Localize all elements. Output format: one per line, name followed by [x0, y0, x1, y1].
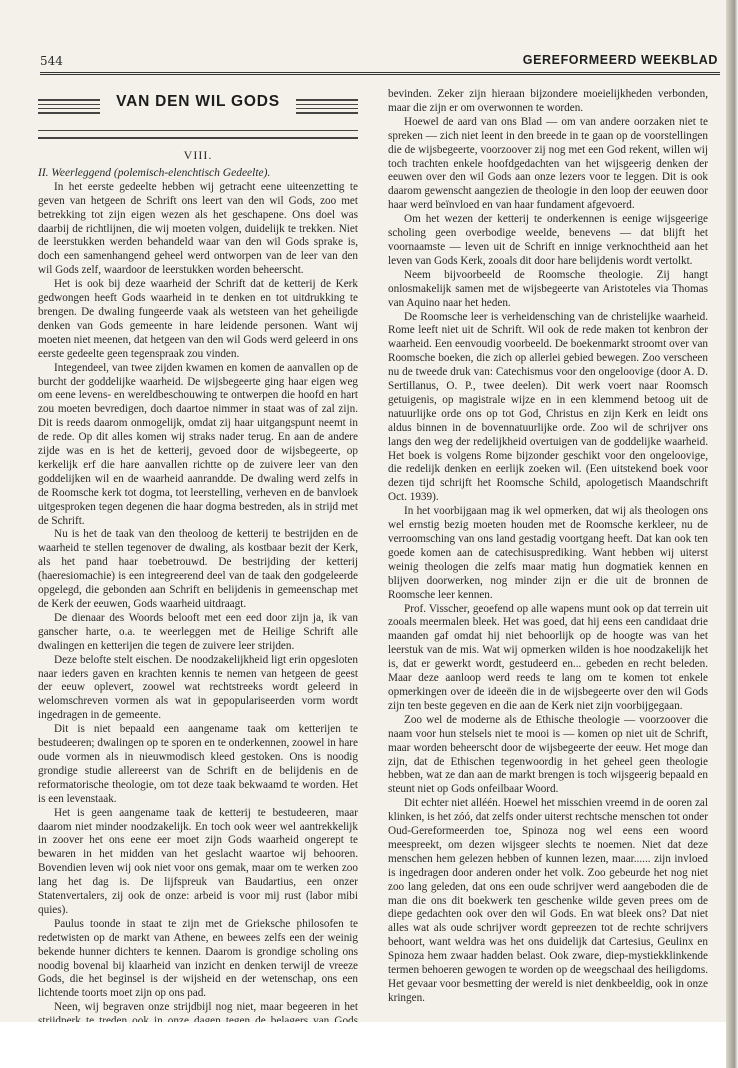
page-edge-shadow: [726, 0, 738, 1068]
paragraph: In het voorbijgaan mag ik wel opmerken, dat wij als theologen ons wel ernstig bezig moeten houden met de Roomsche kerkleer, nu de verroomsching van ons land gestadig voortgang heeft. Dat kan ook ten goede komen aan de catechisusprediking. Want hebben wij uiterst weinig theologen die zelfs maar matig hun dogmatiek kennen en blijven doorwerken, nog minder zijn er die uit de bronnen de Roomsche leer kennen.: [388, 505, 708, 601]
section-subtitle: II. Weerleggend (polemisch-elenchtisch Gedeelte).: [38, 166, 271, 179]
paragraph: Dit is niet bepaald een aangename taak om ketterijen te bestudeeren; dwalingen op te sporen en te onderkennen, zoowel in hare oude vormen als in nieuwmodisch kleed gestoken. Ons is noodig grondige studie allereerst van de Schrift en de belijdenis en de reformatorische theologie, om tot deze taak bekwaamd te worden. Het is een levenstaak.: [38, 723, 358, 805]
paragraph: Paulus toonde in staat te zijn met de Grieksche philosofen te redetwisten op de markt van Athene, en bewees zelfs een der weinig bekende hunner dichters te kennen. Daarom is grondige scholing ons noodig bovenal bij klaarheid van inzicht en denken terwijl de vreeze Gods, die het beginsel is der wijsheid en der wetenschap, ons een lichtende toorts moet zijn op ons pad.: [38, 917, 358, 1000]
bottom-margin: [0, 1022, 738, 1068]
paragraph: Prof. Visscher, geoefend op alle wapens munt ook op dat terrein uit zooals meermalen bleek. Het was goed, dat hij eens een candidaat drie maanden gaf omdat hij niet behoorlijk op de hoogte was van het leerstuk van de mis. Wat wij opmerken wilden is hoe noodzakelijk het is, dat er gewerkt wordt, gestudeerd en... gebeden en recht beleden. Maar deze aanloop werd reeds te lang om te komen tot enkele opmerkingen over de ideeën die in de wijsbegeerte over den wil Gods zijn ten beste gegeven en die aan de Kerk niet zijn voorbijgegaan.: [388, 602, 708, 712]
paragraph: Zoo wel de moderne als de Ethische theologie — voorzoover die naam voor hun stelsels niet te mooi is — komen op niet uit de Schrift, maar worden beheerscht door de wijsbegeerte der eeuw. Het moge dan zijn, dat de Ethischen tegenwoordig in het geheel geen theologie hebben, wat ze dan aan de markt brengen is toch wijsgeerig bepaald en steunt niet op Gods onfeilbaar Woord.: [388, 713, 708, 796]
paragraph: Nu is het de taak van den theoloog de ketterij te bestrijden en de waarheid te stellen tegenover de dwaling, als kostbaar bezit der Kerk, als het pand haar toebetrouwd. De bestrijding der ketterij (haeresiomachie) is een integreerend deel van de taak den godgeleerde opgelegd, die gebonden aan Schrift en belijdenis in gemeenschap met de Kerk der eeuwen, Gods waarheid uitdraagt.: [38, 528, 358, 610]
paragraph: Het is ook bij deze waarheid der Schrift dat de ketterij de Kerk gedwongen heeft Gods waarheid in te denken en tot uitdrukking te brengen. De dwaling fungeerde vaak als wetsteen van het geheiligde denken van Gods gemeente in hare leidende personen. Want wij moeten niet meenen, dat hetgeen van den wil Gods werd geleerd in ons eerste gedeelte geen tegenspraak zou vinden.: [38, 278, 358, 360]
publication-title: GEREFORMEERD WEEKBLAD: [522, 53, 718, 67]
paragraph: De Roomsche leer is verheidensching van de christelijke waarheid. Rome leeft niet uit de Schrift. Wil ook de rede maken tot kenbron der waarheid. Een eenvoudig voorbeeld. De boekenmarkt stroomt over van Roomsche boeken, die zich op allerlei gebied bewegen. Zoo verscheen nu de tweede druk van: Catechismus voor den ongeloovige (door A. D. Sertillanus, O. P., twee deelen). Dit werk voert naar Roomsch getuigenis, op magistrale wijze en in een klemmend betoog uit de natuurlijke orde ons op tot God, Christus en zijn Kerk en leidt ons aldus binnen in de bovennatuurlijke orde. Zoo wil de schrijver ons langs den weg der redelijkheid overtuigen van de goddelijke waarheid. Het boek is volgens Rome bijzonder geschikt voor den ongeloovige, die redelijk denken en eerlijk zoeken wil. (Een uitstekend boek voor dezen tijd schrijft het Roomsche Schild, apologetisch Maandschrift Oct. 1939).: [388, 310, 708, 504]
section-number: VIII.: [183, 148, 213, 162]
paragraph: Neen, wij begraven onze strijdbijl nog niet, maar begeeren in het: [54, 1001, 358, 1014]
left-column: [38, 90, 358, 1020]
page-header: [40, 52, 720, 75]
title-rules-left: [38, 99, 100, 117]
paragraph: Dit echter niet alléén. Hoewel het misschien vreemd in de ooren zal klinken, is het zóó, dat zelfs onder uiterst rechtsche menschen tot onder Oud-Gereformeerden toe, Spinoza nog wel eens een woord meespreekt, om dezen wijsgeer slechts te noemen. Niet dat deze menschen hem gelezen hebben of kunnen lezen, maar...... zijn invloed is ingedragen door anderen onder het volk. Zoo gebeurde het nog niet zoo lang geleden, dat ons een oude schrijver werd aangeboden die de man die ons dit boekwerk ten geschenke wilde geven prees om de diepe gedachten ook over den wil Gods. En wat bleek ons? Dat niet alles wat als oude schrijver wordt gepreezen tot de rechte schrijvers behoort, want weldra was het ons duidelijk dat Cartesius, Geulinx en Spinoza hem zwaar hadden belast. Ook zware, diep-mystiekklinkende termen behoeren gewogen te worden op de weegschaal des heiligdoms. Het gevaar voor besmetting der wereld is niet denkbeeldig, ook in onze kringen.: [388, 797, 708, 1004]
article-title: VAN DEN WIL GODS: [116, 93, 280, 110]
title-band: [38, 92, 358, 126]
paragraph: Deze belofte stelt eischen. De noodzakelijkheid ligt erin opgesloten naar ieders gaven en krachten kennis te nemen van hetgeen de geest der eeuw oplevert, zoowel wat rechtstreeks wordt geleerd in welomschreven vormen als wat in gepopulariseerden vorm wordt ingedragen in de gemeente.: [38, 653, 358, 722]
paragraph-continued: bevinden. Zeker zijn hieraan bijzondere moeielijkheden verbonden, maar die zijn er om overwonnen te worden.: [388, 88, 708, 114]
paragraph: Hoewel de aard van ons Blad — om van andere oorzaken niet te spreken — zich niet leent in den breede in te gaan op de voorstellingen die de wijsbegeerte, voorzoover zij nog met een God rekent, willen wij toch trachten enkele hoofdgedachten van het wijsgeerig denken der eeuwen over den wil Gods aan onze lezers voor te leggen. Dit is ook daarom gewenscht aangezien de theologie in den loop der eeuwen door haar werd beïnvloed en van haar fundament afgevoerd.: [388, 115, 708, 212]
paragraph: De dienaar des Woords belooft met een eed door zijn ja, ik van ganscher harte, o.a. te weerleggen met de Heilige Schrift alle dwalingen en ketterijen die tegen de zuivere leer strijden.: [38, 611, 358, 652]
paragraph: In het eerste gedeelte hebben wij getracht eene uiteenzetting te geven van hetgeen de Schrift ons leert van den wil Gods, zoo met betrekking tot zijn eigen wezen als het geschapene. Ons doel was daarbij de richtlijnen, die wij moeten volgen, duidelijk te trekken. Niet de leerstukken werden behandeld waar van den wil Gods sprake is, doch een samenhangend geheel werd ontworpen van de leer van den wil Gods zelf, waardoor de leerstukken worden beheerscht.: [38, 180, 358, 277]
title-rules-right: [296, 99, 358, 117]
paragraph: Om het wezen der ketterij te onderkennen is eenige wijsgeerige scholing geen overbodige weelde, benevens — dat blijft het voornaamste — leven uit de Schrift en innige verknochtheid aan het leven van Gods Kerk, zooals dit door hare belijdenis wordt vertolkt.: [388, 213, 708, 267]
paragraph: Neem bijvoorbeeld de Roomsche theologie. Zij hangt onlosmakelijk samen met de wijsbegeerte van Aristoteles via Thomas van Aquino naar het heden.: [388, 268, 708, 309]
paragraph: Integendeel, van twee zijden kwamen en komen de aanvallen op de burcht der goddelijke waarheid. De wijsbegeerte ging haar eigen weg om eene levens- en wereldbeschouwing te ontwerpen die hoofd en hart zou moeten bevredigen, doch daartoe nimmer in staat was of zal zijn. Dit is reeds daarom onmogelijk, omdat zij haar uitgangspunt neemt in de rede. Op dit alles komen wij straks nader terug. En aan de andere zijde was en is het de ketterij, gevoed door de wijsbegeerte, op kerkelijk erf die hare aanvallen richtte op de zuivere leer van den goddelijken wil en de waarheid aanrandde. De dwaling werd zelfs in de Roomsche kerk tot dogma, tot leerstelling, verheven en de banvloek uitgesproken tegen degenen die haar dogma bestreden, als in strijd met de Schrift.: [38, 361, 358, 527]
title-underline: [38, 130, 358, 139]
right-column: [388, 88, 708, 1023]
page-number: 544: [40, 54, 63, 68]
paragraph: Het is geen aangename taak de ketterij te bestudeeren, maar daarom niet minder noodzakelijk. En toch ook weer wel aantrekkelijk in zoover het ons eene eer moet zijn Gods waarheid ongerept te bewaren in het midden van het geslacht waartoe wij behooren. Bovendien leven wij ook niet voor ons gemak, maar om te werken zoo lang het dag is. De lijfspreuk van Baudartius, een onzer Statenvertalers, zij ook de onze: arbeid is voor mij rust (labor mibi quies).: [38, 806, 358, 916]
